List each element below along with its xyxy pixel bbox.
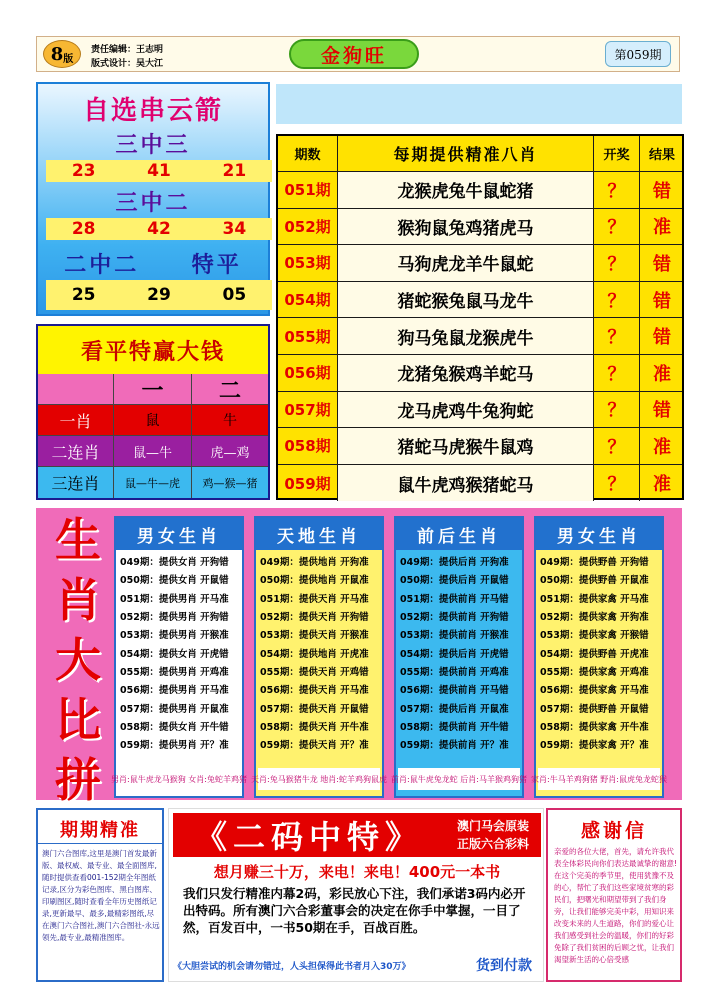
table-row (278, 428, 682, 465)
zodiac-cell: 鼠牛虎鸡猴猪蛇马 (338, 465, 594, 502)
zodiac-column-title: 男女生肖 (536, 518, 662, 550)
accuracy-text: 澳门六合图库,这里是澳门首发最新版、最权威、最专业、最全面图库,随时提供查看001-152期全年图纸记录,区分为彩色图库、黑白图库、印刷图区,随时查看全年历史图纸记录,更新最早、最多,最精彩图纸,尽在澳门六合图社,澳门六合图社-永远领先,最专业,最精准图库。 (42, 849, 160, 942)
table-row (278, 209, 682, 246)
zodiac-cell: 龙猪兔猴鸡羊蛇马 (338, 355, 594, 391)
zodiac-section (36, 508, 682, 807)
zixuan-sub-1: 三中三 (115, 133, 191, 158)
ad-body: 我们只发行精准内幕2码，彩民放心下注，我们承诺3码内必开出特码。所有澳门六合彩董事会的决定在你手中掌握，一目了然，百发百中，一书50期在手，百战百胜。 (183, 886, 526, 935)
kanping-cell: 牛 (192, 405, 268, 436)
zodiac-column-title: 男女生肖 (116, 518, 242, 550)
zodiac-cell: 龙马虎鸡牛兔狗蛇 (338, 392, 594, 428)
kanping-row-label: 三连肖 (38, 467, 114, 498)
page-number-badge: 8 版 (43, 40, 81, 68)
zodiac-line: 053期：提供前肖 开猴准 (400, 630, 509, 642)
kanping-title: 看平特赢大钱 (38, 326, 268, 374)
zodiac-cell: 猪蛇猴兔鼠马龙牛 (338, 282, 594, 318)
zodiac-cell: 猴狗鼠兔鸡猪虎马 (338, 209, 594, 245)
kanping-grid (38, 374, 268, 498)
zodiac-line: 052期：提供天肖 开狗错 (260, 612, 369, 624)
thanks-title: 感谢信 (580, 819, 647, 842)
open-cell: ？ (594, 392, 640, 428)
zodiac-line: 057期：提供后肖 开鼠准 (400, 703, 509, 715)
zodiac-line: 054期：提供地肖 开虎准 (260, 648, 369, 660)
table-row (278, 245, 682, 282)
page-header (36, 36, 680, 72)
open-cell: ？ (594, 465, 640, 502)
table-row (278, 355, 682, 392)
zixuan-sub-2: 三中二 (115, 191, 191, 216)
prediction-table (276, 134, 684, 500)
zixuan-row-3: 25 29 05 (46, 280, 272, 310)
zodiac-column-footer: 男肖:鼠牛虎龙马猴狗 女肖:兔蛇羊鸡猪 (118, 768, 240, 790)
period-cell: 057期 (278, 392, 338, 428)
zodiac-line: 058期：提供家禽 开牛准 (540, 721, 649, 733)
top-blue-band (276, 84, 682, 124)
thanks-letter (546, 808, 682, 982)
zodiac-line: 059期：提供天肖 开？准 (260, 740, 369, 752)
open-cell: ？ (594, 172, 640, 208)
zodiac-line: 049期：提供野兽 开狗错 (540, 557, 649, 569)
zixuan-title: 自选串云箭 (82, 96, 223, 126)
zodiac-line: 057期：提供野兽 开鼠错 (540, 703, 649, 715)
kanping-col-2: 二 (192, 374, 268, 405)
result-cell: 错 (653, 327, 671, 349)
zodiac-line: 054期：提供女肖 开虎错 (120, 648, 229, 660)
zodiac-line: 053期：提供天肖 开猴准 (260, 630, 369, 642)
zodiac-column-title: 前后生肖 (396, 518, 522, 550)
zodiac-column (111, 516, 247, 798)
cash-on-delivery: 货到付款 (476, 958, 532, 974)
period-cell: 056期 (278, 355, 338, 391)
open-cell: ？ (594, 282, 640, 318)
zodiac-line: 059期：提供家禽 开？准 (540, 740, 649, 752)
header-period: 期数 (278, 136, 338, 171)
ad-footnote: 《大胆尝试的机会请勿错过，人头担保得此书者月入30万》 (173, 962, 411, 972)
zodiac-line: 056期：提供天肖 开马准 (260, 685, 369, 697)
open-cell: ？ (594, 209, 640, 245)
table-row (278, 392, 682, 429)
zodiac-line: 059期：提供前肖 开？准 (400, 740, 509, 752)
zodiac-cell: 猪蛇马虎猴牛鼠鸡 (338, 428, 594, 464)
open-cell: ？ (594, 318, 640, 354)
open-cell: ？ (594, 245, 640, 281)
zodiac-section-label: 生 肖 大 比 拼 (55, 513, 101, 807)
table-row (278, 282, 682, 319)
kanping-cell: 鼠 (114, 405, 192, 436)
kanping-cell: 鸡—猴—猪 (192, 467, 268, 498)
kanping-row-label: 一肖 (38, 405, 114, 436)
zodiac-column (391, 516, 527, 798)
zodiac-line: 050期：提供野兽 开鼠准 (540, 575, 649, 587)
zodiac-line: 058期：提供前肖 开牛错 (400, 721, 509, 733)
zodiac-line: 053期：提供家禽 开猴错 (540, 630, 649, 642)
period-cell: 051期 (278, 172, 338, 208)
open-cell: ？ (594, 355, 640, 391)
zodiac-line: 050期：提供女肖 开鼠错 (120, 575, 229, 587)
zodiac-column (251, 516, 387, 798)
zodiac-line: 058期：提供女肖 开牛错 (120, 721, 229, 733)
period-cell: 053期 (278, 245, 338, 281)
result-cell: 准 (653, 217, 671, 239)
period-cell: 059期 (278, 465, 338, 502)
thanks-text: 亲爱的各位大佬，首先，请允许我代表全体彩民向你们表达最诚挚的谢意!在这个完美的季节里，使用犹豫不及的心，帮忙了我们这些家境贫寒的彩民们，把曙光和期望带到了我们身旁，让我们能够完美中彩，用知识来改变未来的人生道路，你们的爱心让我们感受到社会的温暖，你们的好彩免除了我们贫困的后顾之忧，让我们渴望新生活的心倍受感 (554, 847, 678, 964)
ad-side: 澳门马会原装 正版六合彩料 (445, 813, 541, 857)
zodiac-line: 055期：提供男肖 开鸡准 (120, 666, 229, 678)
zixuan-card (36, 82, 270, 316)
zodiac-line: 052期：提供家禽 开狗准 (540, 612, 649, 624)
zodiac-column-list (118, 552, 240, 758)
ad-banner: 《二码中特》 (173, 813, 445, 857)
zodiac-line: 058期：提供天肖 开牛准 (260, 721, 369, 733)
zodiac-line: 052期：提供前肖 开狗错 (400, 612, 509, 624)
kanping-row-label: 二连肖 (38, 436, 114, 467)
result-cell: 错 (653, 253, 671, 275)
zodiac-line: 050期：提供地肖 开鼠准 (260, 575, 369, 587)
zodiac-line: 050期：提供后肖 开鼠错 (400, 575, 509, 587)
zodiac-column-list (398, 552, 520, 758)
zodiac-column-footer: 前肖:鼠牛虎兔龙蛇 后肖:马羊猴鸡狗猪 (398, 768, 520, 790)
ad-headline: 想月赚三十万，来电！来电！400元一本书 (213, 863, 501, 881)
zodiac-line: 051期：提供男肖 开马准 (120, 593, 229, 605)
result-cell: 准 (653, 436, 671, 458)
result-cell: 错 (653, 290, 671, 312)
zodiac-line: 055期：提供前肖 开鸡准 (400, 666, 509, 678)
table-header (278, 136, 682, 172)
period-cell: 054期 (278, 282, 338, 318)
zodiac-line: 052期：提供男肖 开狗错 (120, 612, 229, 624)
table-row (278, 465, 682, 502)
zodiac-line: 049期：提供后肖 开狗准 (400, 557, 509, 569)
zodiac-line: 051期：提供天肖 开马准 (260, 593, 369, 605)
kanping-cell: 鼠—牛 (114, 436, 192, 467)
header-result: 结果 (648, 148, 675, 163)
result-cell: 错 (653, 400, 671, 422)
kanping-cell: 虎—鸡 (192, 436, 268, 467)
table-row (278, 172, 682, 209)
period-cell: 055期 (278, 318, 338, 354)
accuracy-title: 期期精准 (38, 814, 162, 844)
zodiac-column-footer: 家肖:牛马羊鸡狗猪 野肖:鼠虎兔龙蛇猴 (538, 768, 660, 790)
designer-credit: 版式设计：吴大江 (91, 59, 164, 69)
zodiac-column-footer: 天肖:兔马猴猪牛龙 地肖:蛇羊鸡狗鼠虎 (258, 768, 380, 790)
kanping-corner (38, 374, 114, 405)
zodiac-cell: 马狗虎龙羊牛鼠蛇 (338, 245, 594, 281)
zodiac-line: 054期：提供后肖 开虎错 (400, 648, 509, 660)
zodiac-line: 057期：提供男肖 开鼠准 (120, 703, 229, 715)
kanping-cell: 鼠—牛—虎 (114, 467, 192, 498)
zodiac-column-list (538, 552, 660, 758)
accuracy-box (36, 808, 164, 982)
zodiac-line: 059期：提供男肖 开？准 (120, 740, 229, 752)
zodiac-column-list (258, 552, 380, 758)
result-cell: 准 (653, 363, 671, 385)
zodiac-line: 056期：提供前肖 开马错 (400, 685, 509, 697)
zodiac-column-title: 天地生肖 (256, 518, 382, 550)
zodiac-line: 054期：提供野兽 开虎准 (540, 648, 649, 660)
header-prediction: 每期提供精准八肖 (338, 136, 594, 171)
table-row (278, 318, 682, 355)
zodiac-line: 056期：提供家禽 开马准 (540, 685, 649, 697)
zodiac-line: 055期：提供家禽 开鸡准 (540, 666, 649, 678)
zodiac-line: 051期：提供家禽 开马准 (540, 593, 649, 605)
masthead-logo: 金狗旺 (289, 39, 419, 69)
zodiac-line: 053期：提供男肖 开猴准 (120, 630, 229, 642)
header-open: 开奖 (594, 136, 640, 171)
zixuan-sub-3: 二中二 特平 (64, 253, 242, 278)
kanping-col-1: 一 (114, 374, 192, 405)
zodiac-column (531, 516, 667, 798)
kanping-card (36, 324, 270, 500)
zodiac-line: 055期：提供天肖 开鸡错 (260, 666, 369, 678)
result-cell: 错 (653, 180, 671, 202)
open-cell: ？ (594, 428, 640, 464)
result-cell: 准 (653, 474, 671, 496)
zodiac-line: 056期：提供男肖 开马准 (120, 685, 229, 697)
period-cell: 058期 (278, 428, 338, 464)
zixuan-row-2: 28 42 34 (46, 218, 272, 240)
zodiac-line: 057期：提供天肖 开鼠错 (260, 703, 369, 715)
ad-box (168, 808, 544, 982)
issue-number: 第059期 (605, 41, 671, 67)
period-cell: 052期 (278, 209, 338, 245)
zodiac-line: 051期：提供前肖 开马错 (400, 593, 509, 605)
editor-credit: 责任编辑：王志明 (91, 45, 164, 55)
zodiac-line: 049期：提供地肖 开狗准 (260, 557, 369, 569)
zixuan-row-1: 23 41 21 (46, 160, 272, 182)
zodiac-cell: 狗马兔鼠龙猴虎牛 (338, 318, 594, 354)
zodiac-line: 049期：提供女肖 开狗错 (120, 557, 229, 569)
zodiac-cell: 龙猴虎兔牛鼠蛇猪 (338, 172, 594, 208)
